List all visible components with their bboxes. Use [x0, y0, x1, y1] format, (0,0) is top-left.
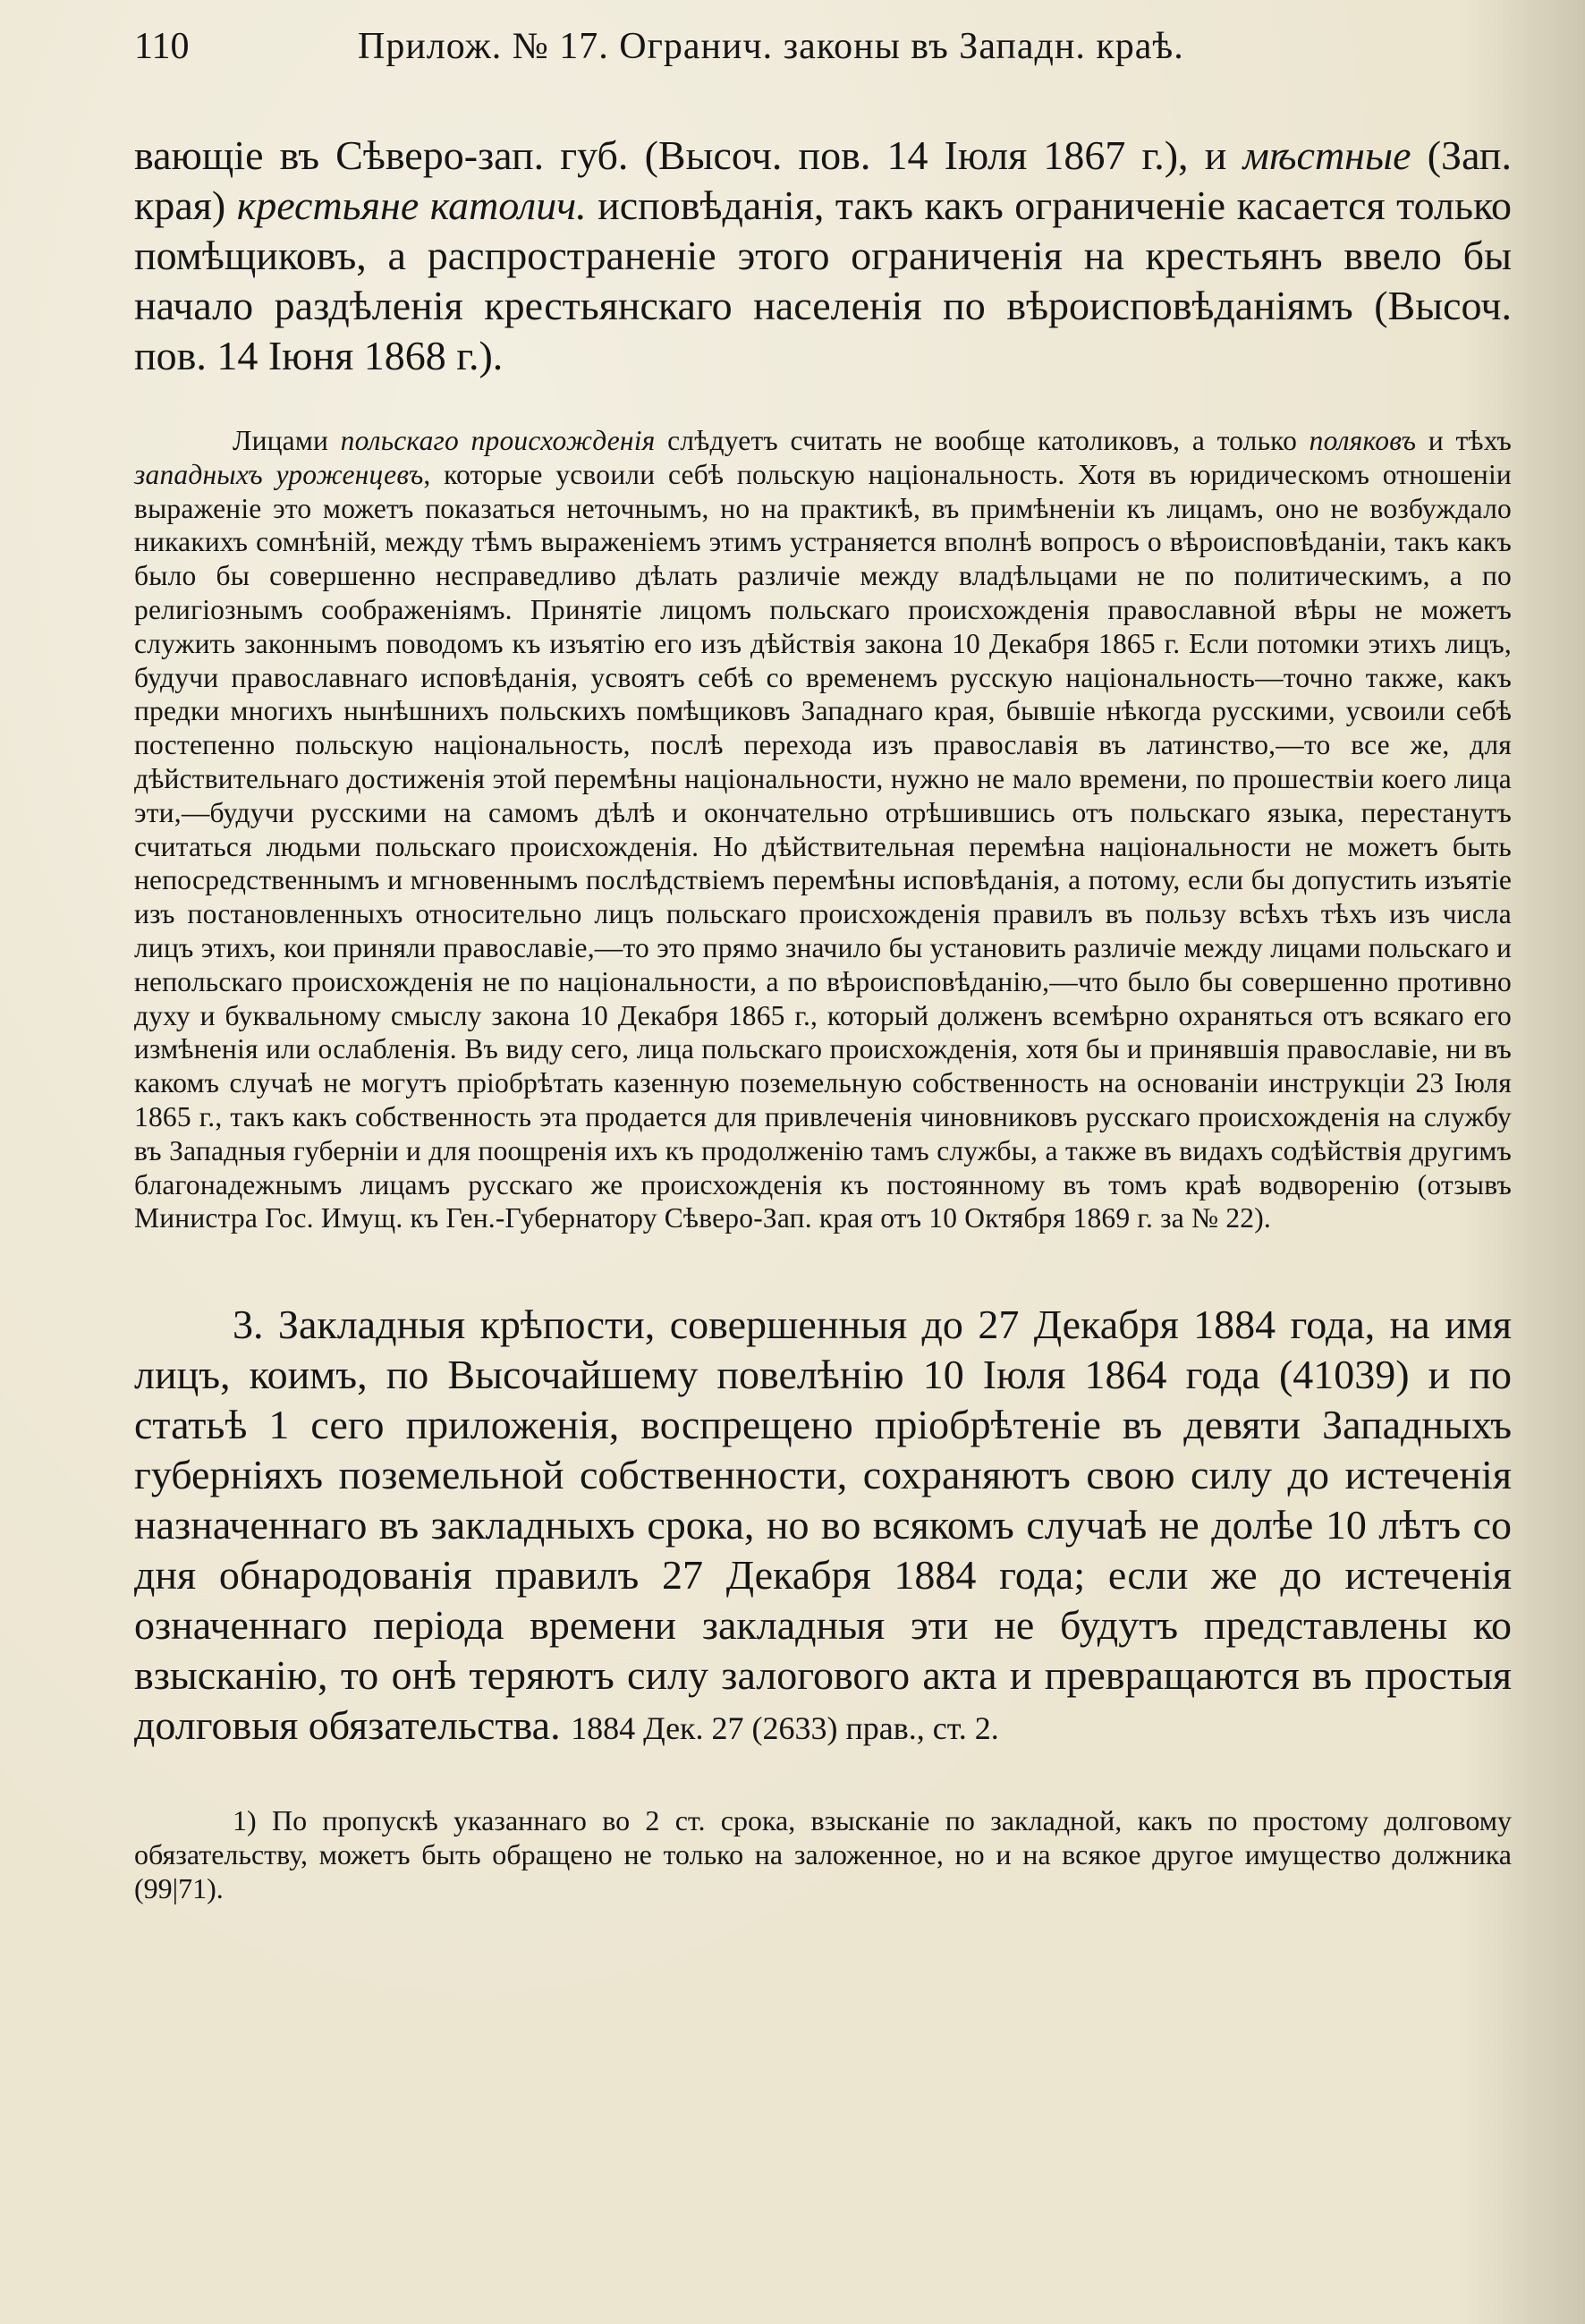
continued-italic-2: крестьяне католич.: [236, 182, 587, 228]
section-3-text: 3. Закладныя крѣпости, совершенныя до 27 Декабря 1884 года, на имя лицъ, коимъ, по Высочайшему повелѣнію 10 Іюля 1864 года (41039) и по статьѣ 1 сего приложенія, воспрещено пріобрѣтеніе въ девяти Западныхъ губерніяхъ поземельной собственности, сохраняютъ свою силу до истеченія назначеннаго въ закладныхъ срока, но во всякомъ случаѣ не долѣе 10 лѣтъ со дня обнародованія правилъ 27 Декабря 1884 года; если же до истеченія означеннаго періода времени закладныя эти не будутъ представлены ко взысканію, то онѣ теряютъ силу залогового акта и превращаются въ простыя долговыя обязательства.: [134, 1302, 1512, 1749]
continued-text-1: вающіе въ Сѣверо-зап. губ. (Высоч. пов. 14 Іюля 1867 г.), и: [134, 132, 1243, 178]
section-3-paragraph: [134, 1300, 1512, 1753]
running-header-title: Прилож. № 17. Огранич. законы въ Западн. краѣ.: [358, 26, 1184, 67]
commentary-text-1: Лицами: [233, 425, 341, 456]
continued-text-3: исповѣданія, такъ какъ ограниченіе касается только помѣщиковъ, а распространеніе этого ограниченія на крестьянъ ввело бы начало раздѣленія крестьянскаго населенія по вѣроисповѣданіямъ (Высоч. пов. 14 Іюня 1868 г.).: [134, 182, 1512, 378]
page-number: 110: [134, 26, 190, 67]
commentary-text-4: , которые усвоили себѣ польскую національность. Хотя въ юридическомъ отношеніи выраженіе это можетъ показаться неточнымъ, но на практикѣ, въ примѣненіи къ лицамъ, оно не возбуждало никакихъ сомнѣній, между тѣмъ выраженіемъ этимъ устраняется вполнѣ вопросъ о вѣроисповѣданіи, такъ какъ было бы совершенно несправедливо дѣлать различіе между владѣльцами не по политическимъ, а по религіознымъ соображеніямъ. Принятіе лицомъ польскаго происхожденія православной вѣры не можетъ служить законнымъ поводомъ къ изъятію его изъ дѣйствія закона 10 Декабря 1865 г. Если потомки этихъ лицъ, будучи православнаго исповѣданія, усвоятъ себѣ со временемъ русскую національность—точно также, какъ предки многихъ нынѣшнихъ польскихъ помѣщиковъ Западнаго края, бывшіе нѣкогда русскими, усвоили себѣ постепенно польскую національность, послѣ перехода изъ православія въ латинство,—то все же, для дѣйствительнаго достиженія этой перемѣны національности, нужно не мало времени, по прошествіи коего лица эти,—будучи русскими на самомъ дѣлѣ и окончательно отрѣшившись отъ польскаго языка, перестанутъ считаться людьми польскаго происхожденія. Но дѣйствительная перемѣна національности не можетъ быть непосредственнымъ и мгновеннымъ послѣдствіемъ перемѣны исповѣданія, а потому, если бы допустить изъятіе изъ постановленныхъ относительно лицъ польскаго происхожденія правилъ въ пользу всѣхъ тѣхъ изъ числа лицъ этихъ, кои приняли православіе,—то это прямо значило бы установить различіе между лицами польскаго и непольскаго происхожденія не по національности, а по вѣроисповѣданію,—что было бы совершенно противно духу и буквальному смыслу закона 10 Декабря 1865 г., который долженъ всемѣрно охраняться отъ всякаго его измѣненія или ослабленія. Въ виду сего, лица польскаго происхожденія, хотя бы и принявшія православіе, ни въ какомъ случаѣ не могутъ пріобрѣтать казенную поземельную собственность на основаніи инструкціи 23 Іюля 1865 г., такъ какъ собственность эта продается для привлеченія чиновниковъ русскаго происхожденія на службу въ Западныя губерніи и для поощренія ихъ къ продолженію тамъ службы, а также въ видахъ содѣйствія другимъ благонадежнымъ лицамъ русскаго же происхожденія къ постоянному въ томъ краѣ водворенію (отзывъ Министра Гос. Имущ. къ Ген.-Губернатору Сѣверо-Зап. края отъ 10 Октября 1869 г. за № 22).: [134, 458, 1512, 1234]
commentary-italic-2: поляковъ: [1309, 425, 1417, 456]
commentary-italic-1: польскаго происхожденія: [340, 425, 656, 456]
continued-paragraph: [134, 131, 1512, 381]
commentary-paragraph: [134, 424, 1512, 1235]
commentary-text-2: слѣдуетъ считать не вообще католиковъ, а только: [655, 425, 1310, 456]
document-page: [134, 20, 1512, 2310]
commentary-text-3: и тѣхъ: [1416, 425, 1512, 456]
running-header: [134, 20, 1512, 73]
continued-text-2: (Зап. края): [134, 132, 1513, 228]
continued-italic-1: мѣстные: [1242, 132, 1411, 178]
footnote: 1) По пропускѣ указаннаго во 2 ст. срока, взысканіе по закладной, какъ по простому долговому обязательству, можетъ быть обращено не только на заложенное, но и на всякое другое имущество должника (99|71).: [134, 1804, 1512, 1905]
commentary-italic-3: западныхъ уроженцевъ: [134, 458, 424, 490]
section-3-citation: 1884 Дек. 27 (2633) прав., ст. 2.: [571, 1710, 999, 1747]
